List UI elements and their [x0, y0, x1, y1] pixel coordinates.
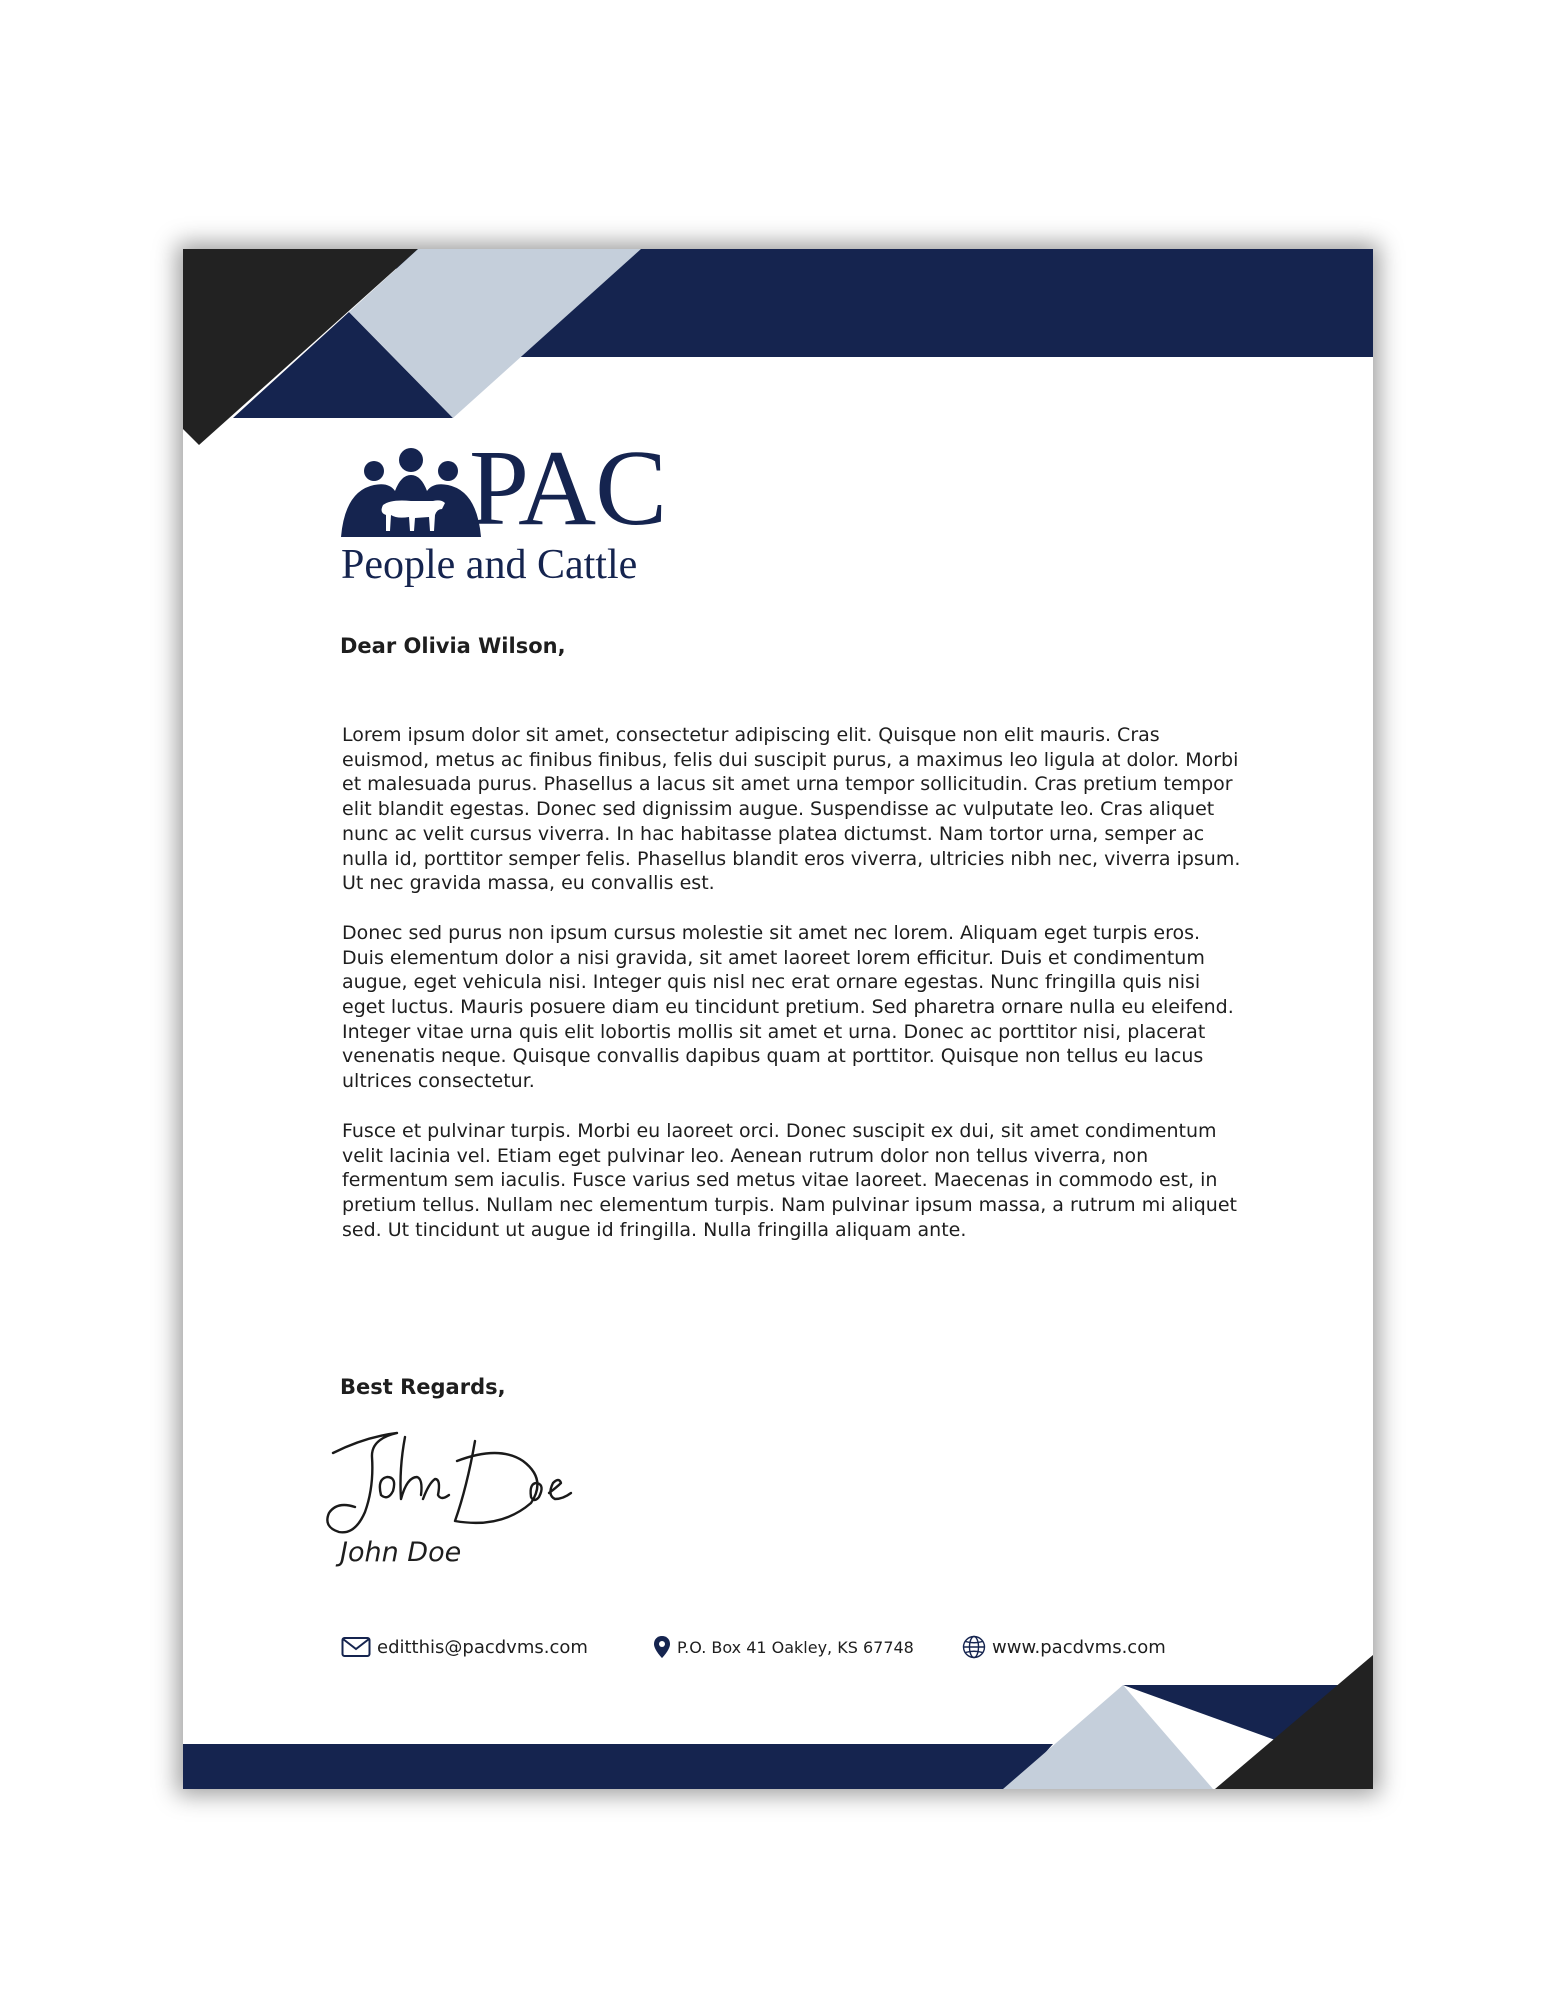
- contact-address: [653, 1632, 914, 1662]
- body-paragraph: Lorem ipsum dolor sit amet, consectetur adipiscing elit. Quisque non elit mauris. Cras euismod, metus ac finibus finibus, felis dui suscipit purus, a maximus leo ligula at dolor. Morbi et malesuada purus. Phasellus a lacus sit amet urna tempor sollicitudin. Cras pretium tempor elit blandit egestas. Donec sed dignissim augue. Suspendisse ac vulputate leo. Cras aliquet nunc ac velit cursus viverra. In hac habitasse platea dictumst. Nam tortor urna, semper ac nulla id, porttitor semper felis. Phasellus blandit eros viverra, ultricies nibh nec, viverra ipsum. Ut nec gravida massa, eu convallis est.: [342, 724, 1241, 895]
- letter-greeting: Dear Olivia Wilson,: [340, 634, 566, 658]
- letter-body: [342, 723, 1242, 1267]
- top-left-decoration: [183, 249, 1373, 445]
- envelope-icon: [341, 1636, 371, 1658]
- letter-closing: Best Regards,: [340, 1375, 506, 1399]
- contact-email: [341, 1632, 588, 1662]
- location-pin-icon: [653, 1635, 671, 1659]
- website-text[interactable]: www.pacdvms.com: [992, 1636, 1166, 1658]
- company-logo: [341, 429, 691, 589]
- bottom-banner: [183, 1744, 1053, 1789]
- body-paragraph: Fusce et pulvinar turpis. Morbi eu laoreet orci. Donec suscipit ex dui, sit amet condimentum velit lacinia vel. Etiam eget pulvinar leo. Aenean rutrum dolor non tellus viverra, non fermentum sem iaculis. Fusce varius sed metus vitae laoreet. Maecenas in commodo est, in pretium tellus. Nullam nec elementum turpis. Nam pulvinar ipsum massa, a rutrum mi aliquet sed. Ut tincidunt ut augue id fringilla. Nulla fringilla aliquam ante.: [342, 1119, 1237, 1241]
- handwritten-signature: [325, 1417, 585, 1547]
- letterhead-page: [183, 249, 1373, 1789]
- address-text: P.O. Box 41 Oakley, KS 67748: [677, 1637, 914, 1657]
- email-text[interactable]: editthis@pacdvms.com: [377, 1636, 588, 1658]
- bottom-right-decoration: [183, 1655, 1373, 1789]
- logo-tagline: People and Cattle: [341, 542, 638, 588]
- signer-name: John Doe: [340, 1537, 462, 1568]
- people-cattle-icon: [341, 447, 481, 537]
- globe-icon: [962, 1635, 986, 1659]
- body-paragraph: Donec sed purus non ipsum cursus molestie sit amet nec lorem. Aliquam eget turpis eros. Duis elementum dolor a nisi gravida, sit amet laoreet lorem efficitur. Duis et condimentum augue, eget vehicula nisi. Integer quis nisl nec erat ornare egestas. Nunc fringilla quis nisi eget luctus. Mauris posuere diam eu tincidunt pretium. Sed pharetra ornare nulla eu eleifend. Integer vitae urna quis elit lobortis mollis sit amet et urna. Donec ac porttitor nisi, placerat venenatis neque. Quisque convallis dapibus quam at porttitor. Quisque non tellus eu lacus ultrices consectetur.: [342, 921, 1234, 1093]
- logo-wordmark: PAC: [469, 429, 667, 548]
- contact-website: [962, 1632, 1166, 1662]
